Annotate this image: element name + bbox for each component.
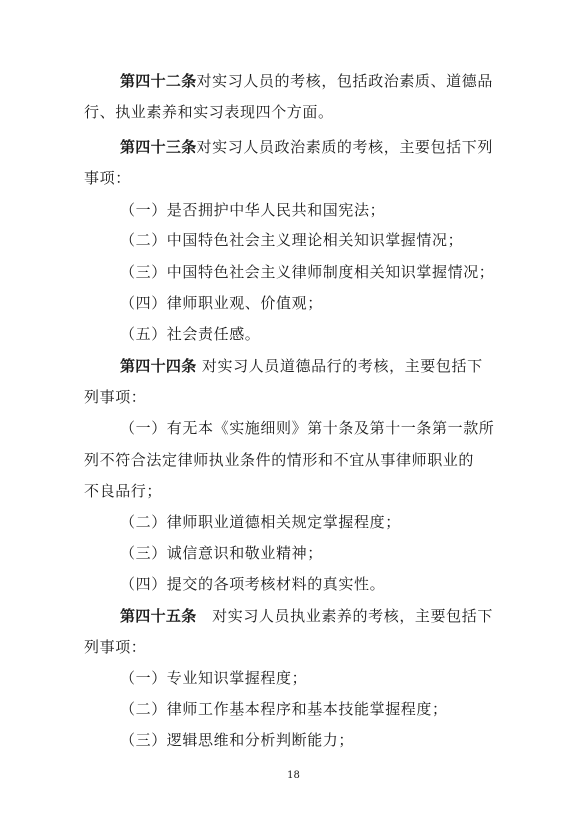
article-44-item-1-line-3: 不良品行； xyxy=(84,482,163,500)
article-42-line-2: 行、执业素养和实习表现四个方面。 xyxy=(84,103,334,121)
article-44-number: 第四十四条 xyxy=(120,357,197,375)
article-43-number: 第四十三条 xyxy=(120,138,197,156)
article-42-text-1: 对实习人员的考核，包括政治素质、道德品 xyxy=(196,72,493,90)
article-45-number: 第四十五条 xyxy=(120,607,197,625)
page-number: 18 xyxy=(287,770,300,781)
article-44-item-2: （二）律师职业道德相关规定掌握程度； xyxy=(120,513,401,531)
article-45-line-2: 列事项： xyxy=(84,638,147,656)
article-45-text-1: 对实习人员执业素养的考核，主要包括下 xyxy=(196,607,493,625)
article-44-line-2: 列事项： xyxy=(84,388,147,406)
article-43-item-3: （三）中国特色社会主义律师制度相关知识掌握情况； xyxy=(120,263,495,281)
article-44-item-1-line-2: 列不符合法定律师执业条件的情形和不宜从事律师职业的 xyxy=(84,451,475,469)
article-45-item-3: （三）逻辑思维和分析判断能力； xyxy=(120,731,355,749)
article-43-item-2: （二）中国特色社会主义理论相关知识掌握情况； xyxy=(120,231,464,249)
article-44-line-1 xyxy=(120,356,483,376)
article-42-number: 第四十二条 xyxy=(120,72,197,90)
article-44-text-1: 对实习人员道德品行的考核，主要包括下 xyxy=(196,357,483,375)
article-43-item-5: （五）社会责任感。 xyxy=(120,325,261,343)
article-45-line-1 xyxy=(120,606,493,626)
article-43-text-1: 对实习人员政治素质的考核，主要包括下列 xyxy=(196,138,493,156)
article-44-item-3: （三）诚信意识和敬业精神； xyxy=(120,544,323,562)
article-43-line-2: 事项： xyxy=(84,169,131,187)
article-44-item-4: （四）提交的各项考核材料的真实性。 xyxy=(120,575,386,593)
article-45-item-1: （一）专业知识掌握程度； xyxy=(120,669,308,687)
article-43-line-1 xyxy=(120,137,493,157)
article-43-item-4: （四）律师职业观、价值观； xyxy=(120,294,323,312)
article-43-item-1: （一）是否拥护中华人民共和国宪法； xyxy=(120,201,386,219)
article-42-line-1 xyxy=(120,71,493,91)
article-45-item-2: （二）律师工作基本程序和基本技能掌握程度； xyxy=(120,700,448,718)
article-44-item-1-line-1: （一）有无本《实施细则》第十条及第十一条第一款所 xyxy=(120,419,495,437)
